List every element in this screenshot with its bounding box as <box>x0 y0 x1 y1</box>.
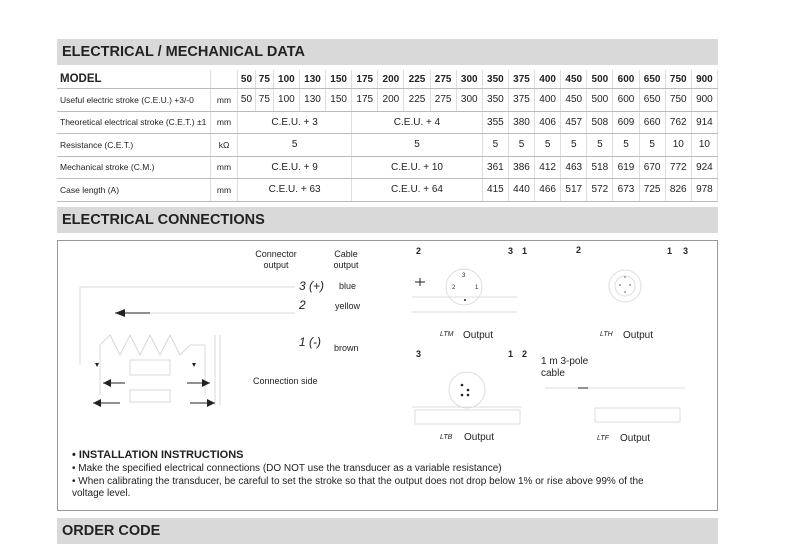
section-header-electrical-mechanical: ELECTRICAL / MECHANICAL DATA <box>57 39 718 65</box>
ltm-code: LTM <box>440 331 454 338</box>
model-cell: 600 <box>613 70 639 89</box>
value-cell: 508 <box>587 111 613 134</box>
value-cell: 450 <box>561 89 587 112</box>
section-header-electrical-connections: ELECTRICAL CONNECTIONS <box>57 207 718 233</box>
pin1-label: 1 (-) <box>299 335 321 349</box>
value-cell: 50 <box>238 89 256 112</box>
table-row <box>57 89 718 112</box>
row-label: Case length (A) <box>57 179 211 202</box>
wire-brown-label: brown <box>334 343 359 353</box>
value-cell: 350 <box>482 89 508 112</box>
model-cell: 500 <box>587 70 613 89</box>
value-cell: 200 <box>378 89 404 112</box>
model-cell: 375 <box>508 70 534 89</box>
group-cell: C.E.U. + 10 <box>352 156 483 179</box>
group-cell: C.E.U. + 3 <box>238 111 352 134</box>
lth-pin-c: 3 <box>683 246 689 256</box>
ltm-inner-pin-2: 2 <box>452 285 456 291</box>
value-cell: 750 <box>665 89 691 112</box>
value-cell: 466 <box>535 179 561 202</box>
connection-side-label: Connection side <box>253 376 318 386</box>
model-cell: 275 <box>430 70 456 89</box>
value-cell: 826 <box>665 179 691 202</box>
value-cell: 5 <box>613 134 639 157</box>
value-cell: 150 <box>326 89 352 112</box>
value-cell: 412 <box>535 156 561 179</box>
value-cell: 10 <box>691 134 717 157</box>
ltb-output-label: Output <box>464 432 495 443</box>
model-header: MODEL <box>57 70 211 89</box>
value-cell: 375 <box>508 89 534 112</box>
value-cell: 5 <box>561 134 587 157</box>
potentiometer-schematic <box>75 275 305 415</box>
row-label: Useful electric stroke (C.E.U.) +3/-0 <box>57 89 211 112</box>
model-cell: 130 <box>299 70 325 89</box>
installation-title: • INSTALLATION INSTRUCTIONS <box>72 449 244 461</box>
value-cell: 5 <box>535 134 561 157</box>
value-cell: 725 <box>639 179 665 202</box>
value-cell: 609 <box>613 111 639 134</box>
value-cell: 650 <box>639 89 665 112</box>
value-cell: 400 <box>535 89 561 112</box>
value-cell: 130 <box>299 89 325 112</box>
row-label: Resistance (C.E.T.) <box>57 134 211 157</box>
row-unit: mm <box>211 111 238 134</box>
model-cell: 50 <box>238 70 256 89</box>
wire-yellow-label: yellow <box>335 301 361 311</box>
value-cell: 100 <box>273 89 299 112</box>
value-cell: 572 <box>587 179 613 202</box>
ltm-output-label: Output <box>463 330 494 341</box>
model-cell: 200 <box>378 70 404 89</box>
value-cell: 978 <box>691 179 717 202</box>
ltm-pin-c: 1 <box>522 246 528 256</box>
value-cell: 924 <box>691 156 717 179</box>
model-cell: 450 <box>561 70 587 89</box>
table-row <box>57 179 718 202</box>
ltm-inner-pin-1: 1 <box>475 285 479 291</box>
ltb-connector-drawing <box>412 362 532 432</box>
ltf-output-label: Output <box>620 433 651 444</box>
ltm-pin-a: 2 <box>416 246 422 256</box>
model-cell: 350 <box>482 70 508 89</box>
table-row <box>57 134 718 157</box>
value-cell: 275 <box>430 89 456 112</box>
value-cell: 670 <box>639 156 665 179</box>
installation-line-2: • When calibrating the transducer, be careful to set the stroke so that the output does not drop below 1% or rise above 99% of the <box>72 476 644 487</box>
row-unit: kΩ <box>211 134 238 157</box>
value-cell: 406 <box>535 111 561 134</box>
ltb-pin-c: 2 <box>522 349 528 359</box>
installation-line-1: • Make the specified electrical connections (DO NOT use the transducer as a variable resistance) <box>72 463 502 474</box>
model-cell: 400 <box>535 70 561 89</box>
unit-header <box>211 70 238 89</box>
value-cell: 914 <box>691 111 717 134</box>
value-cell: 5 <box>508 134 534 157</box>
value-cell: 900 <box>691 89 717 112</box>
table-header-row <box>57 70 718 89</box>
ltm-pin-b: 3 <box>508 246 514 256</box>
ltb-code: LTB <box>440 434 453 441</box>
pin2-label: 2 <box>299 298 306 312</box>
value-cell: 415 <box>482 179 508 202</box>
table-row <box>57 111 718 134</box>
value-cell: 660 <box>639 111 665 134</box>
model-cell: 75 <box>255 70 273 89</box>
model-cell: 650 <box>639 70 665 89</box>
group-cell: 5 <box>352 134 483 157</box>
value-cell: 10 <box>665 134 691 157</box>
lth-pin-b: 1 <box>667 246 673 256</box>
installation-line-3: voltage level. <box>72 488 131 499</box>
value-cell: 457 <box>561 111 587 134</box>
wire-blue-label: blue <box>339 281 357 291</box>
ltb-pin-a: 3 <box>416 349 422 359</box>
model-cell: 300 <box>456 70 482 89</box>
row-label: Theoretical electrical stroke (C.E.T.) ±1 <box>57 111 211 134</box>
group-cell: C.E.U. + 9 <box>238 156 352 179</box>
ltf-cable-note: 1 m 3-pole cable <box>541 356 589 379</box>
value-cell: 762 <box>665 111 691 134</box>
value-cell: 355 <box>482 111 508 134</box>
value-cell: 5 <box>587 134 613 157</box>
value-cell: 75 <box>255 89 273 112</box>
group-cell: C.E.U. + 4 <box>352 111 483 134</box>
value-cell: 772 <box>665 156 691 179</box>
lth-output-label: Output <box>623 330 654 341</box>
row-unit: mm <box>211 156 238 179</box>
value-cell: 361 <box>482 156 508 179</box>
value-cell: 175 <box>352 89 378 112</box>
row-unit: mm <box>211 89 238 112</box>
value-cell: 386 <box>508 156 534 179</box>
model-cell: 175 <box>352 70 378 89</box>
specs-table <box>57 70 718 202</box>
lth-connector-drawing <box>590 262 690 322</box>
section-header-order-code: ORDER CODE <box>57 518 718 544</box>
row-unit: mm <box>211 179 238 202</box>
value-cell: 225 <box>404 89 430 112</box>
lth-pin-a: 2 <box>576 245 582 255</box>
model-cell: 150 <box>326 70 352 89</box>
ltm-connector-drawing <box>412 262 522 322</box>
model-cell: 100 <box>273 70 299 89</box>
pin3-label: 3 (+) <box>299 279 325 293</box>
connector-output-label: Connector output <box>255 249 297 270</box>
group-cell: C.E.U. + 63 <box>238 179 352 202</box>
lth-code: LTH <box>600 331 613 338</box>
ltf-connector-drawing <box>535 380 695 435</box>
value-cell: 600 <box>613 89 639 112</box>
table-row <box>57 156 718 179</box>
value-cell: 300 <box>456 89 482 112</box>
value-cell: 673 <box>613 179 639 202</box>
ltf-code: LTF <box>597 435 609 442</box>
value-cell: 5 <box>482 134 508 157</box>
value-cell: 619 <box>613 156 639 179</box>
value-cell: 380 <box>508 111 534 134</box>
group-cell: C.E.U. + 64 <box>352 179 483 202</box>
row-label: Mechanical stroke (C.M.) <box>57 156 211 179</box>
model-cell: 750 <box>665 70 691 89</box>
value-cell: 463 <box>561 156 587 179</box>
value-cell: 440 <box>508 179 534 202</box>
group-cell: 5 <box>238 134 352 157</box>
ltm-inner-pin-3: 3 <box>462 273 466 279</box>
value-cell: 518 <box>587 156 613 179</box>
value-cell: 5 <box>639 134 665 157</box>
value-cell: 517 <box>561 179 587 202</box>
model-cell: 225 <box>404 70 430 89</box>
value-cell: 500 <box>587 89 613 112</box>
model-cell: 900 <box>691 70 717 89</box>
cable-output-label: Cable output <box>333 249 359 270</box>
ltb-pin-b: 1 <box>508 349 514 359</box>
